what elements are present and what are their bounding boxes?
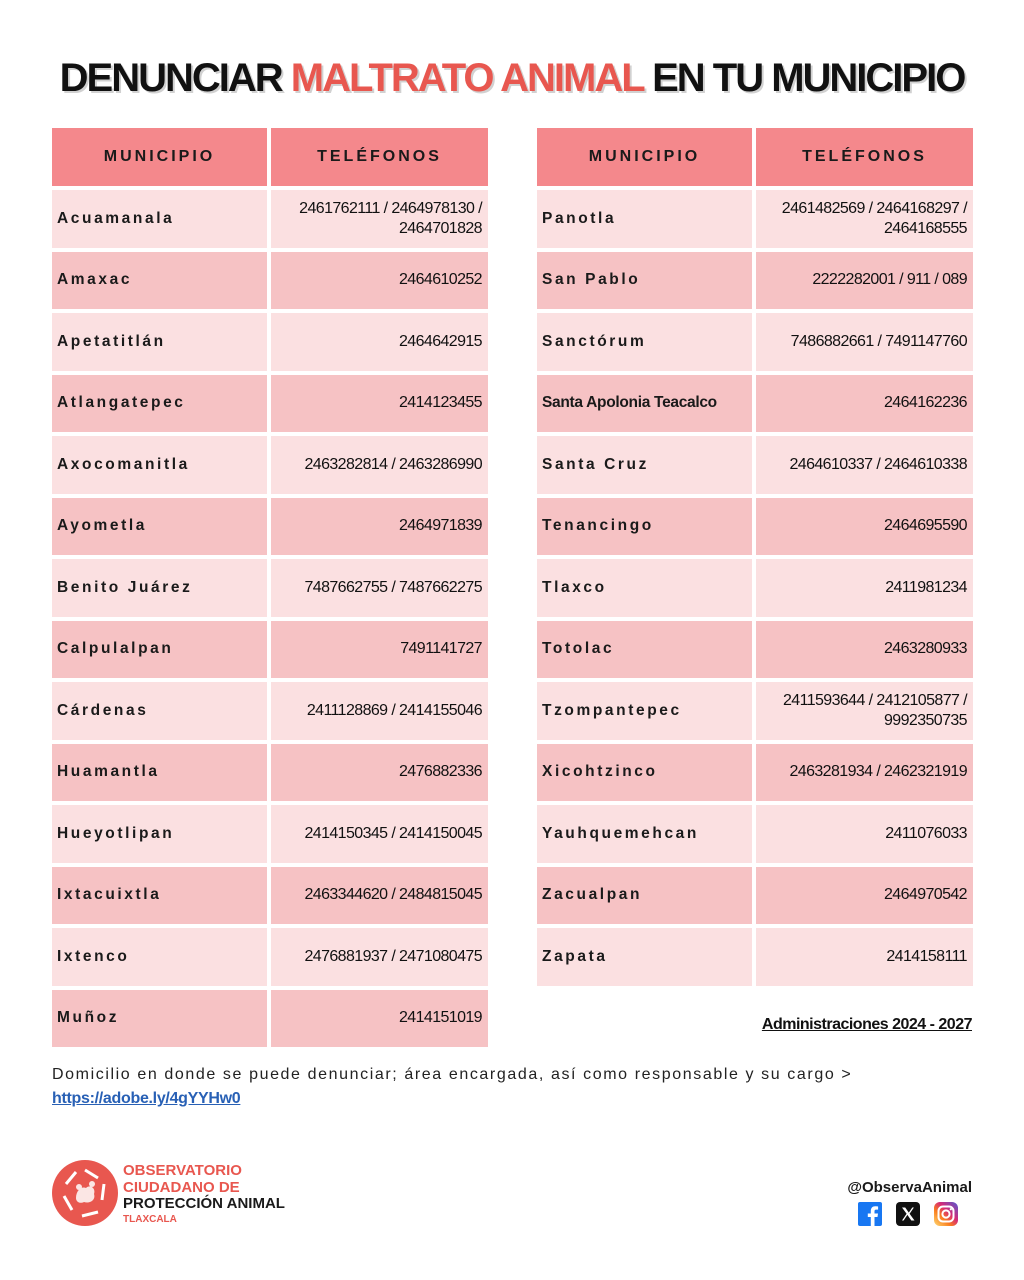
municipio-cell bbox=[537, 744, 752, 802]
telefonos-value: 2411128869 / 2414155046 bbox=[306, 701, 482, 719]
table-row bbox=[52, 682, 488, 740]
telefonos-value: 2411076033 bbox=[885, 824, 967, 842]
org-line-1: OBSERVATORIO bbox=[123, 1162, 242, 1179]
table-row bbox=[52, 190, 488, 248]
telefonos-value: 2464610337 / 2464610338 bbox=[789, 455, 967, 473]
telefonos-cell bbox=[756, 928, 973, 986]
org-line-2: CIUDADANO DE bbox=[123, 1178, 240, 1196]
title-accent: MALTRATO ANIMAL bbox=[290, 56, 643, 100]
municipio-cell bbox=[52, 559, 267, 617]
telefonos-value: 2463280933 bbox=[884, 640, 967, 658]
table-row bbox=[52, 252, 488, 310]
org-line-3: PROTECCIÓN ANIMAL bbox=[123, 1195, 285, 1212]
table-row bbox=[52, 375, 488, 433]
table-row bbox=[537, 559, 973, 617]
header-telefonos: TELÉFONOS bbox=[271, 128, 488, 186]
left-table bbox=[52, 128, 488, 1051]
municipio-name: Tlaxco bbox=[542, 578, 607, 596]
telefonos-cell bbox=[271, 621, 488, 679]
municipio-cell bbox=[537, 252, 752, 310]
telefonos-value: 2463282814 / 2463286990 bbox=[304, 455, 482, 473]
telefonos-cell bbox=[756, 559, 973, 617]
table-row bbox=[537, 436, 973, 494]
municipio-name: Huamantla bbox=[57, 763, 160, 781]
municipio-name: Hueyotlipan bbox=[57, 824, 175, 842]
municipio-name: Tzompantepec bbox=[542, 701, 682, 719]
municipio-cell bbox=[537, 928, 752, 986]
telefonos-cell bbox=[271, 559, 488, 617]
social-handle: @ObservaAnimal bbox=[847, 1179, 972, 1196]
table-row bbox=[52, 498, 488, 556]
telefonos-value: 2222282001 / 911 / 089 bbox=[812, 271, 967, 289]
telefonos-cell bbox=[271, 436, 488, 494]
telefonos-value: 2464695590 bbox=[884, 517, 967, 535]
table-header bbox=[52, 128, 488, 186]
table-row bbox=[52, 990, 488, 1048]
telefonos-value: 2461482569 / 2464168297 / 2464168555 bbox=[781, 199, 967, 237]
municipio-cell bbox=[537, 436, 752, 494]
telefonos-cell bbox=[271, 928, 488, 986]
title-part2: EN TU MUNICIPIO bbox=[642, 56, 965, 100]
telefonos-value: 2464162236 bbox=[884, 394, 967, 412]
telefonos-value: 2464970542 bbox=[884, 886, 967, 904]
table-row bbox=[537, 805, 973, 863]
facebook-icon[interactable] bbox=[858, 1202, 882, 1226]
table-row bbox=[537, 375, 973, 433]
org-line-4: TLAXCALA bbox=[123, 1213, 177, 1225]
municipio-cell bbox=[52, 252, 267, 310]
table-row bbox=[537, 252, 973, 310]
telefonos-value: 2464971839 bbox=[399, 517, 482, 535]
municipio-cell bbox=[52, 621, 267, 679]
municipio-name: Acuamanala bbox=[57, 209, 175, 227]
table-row bbox=[537, 313, 973, 371]
municipio-cell bbox=[537, 498, 752, 556]
municipio-name: Totolac bbox=[542, 640, 615, 658]
telefonos-value: 2464642915 bbox=[399, 332, 482, 350]
municipio-cell bbox=[52, 498, 267, 556]
municipio-cell bbox=[52, 190, 267, 248]
telefonos-value: 7486882661 / 7491147760 bbox=[790, 332, 967, 350]
telefonos-value: 2463344620 / 2484815045 bbox=[304, 886, 482, 904]
telefonos-cell bbox=[756, 498, 973, 556]
municipio-name: Yauhquemehcan bbox=[542, 824, 699, 842]
municipio-name: Sanctórum bbox=[542, 332, 647, 350]
telefonos-cell bbox=[271, 375, 488, 433]
table-row bbox=[52, 313, 488, 371]
x-icon[interactable] bbox=[896, 1202, 920, 1226]
municipio-cell bbox=[52, 375, 267, 433]
telefonos-value: 2464610252 bbox=[399, 271, 482, 289]
municipio-name: Xicohtzinco bbox=[542, 763, 658, 781]
municipio-name: Calpulalpan bbox=[57, 640, 174, 658]
municipio-name: Cárdenas bbox=[57, 701, 149, 719]
municipio-cell bbox=[52, 744, 267, 802]
telefonos-cell bbox=[756, 621, 973, 679]
municipio-name: Ixtenco bbox=[57, 947, 130, 965]
address-note: Domicilio en donde se puede denunciar; área encargada, así como responsable y su cargo > bbox=[52, 1066, 853, 1083]
municipio-cell bbox=[537, 313, 752, 371]
administraciones-label: Administraciones 2024 - 2027 bbox=[761, 1016, 972, 1033]
telefonos-cell bbox=[756, 375, 973, 433]
table-row bbox=[537, 867, 973, 925]
municipio-cell bbox=[52, 805, 267, 863]
municipio-cell bbox=[52, 928, 267, 986]
municipio-cell bbox=[537, 682, 752, 740]
table-row bbox=[537, 190, 973, 248]
table-row bbox=[537, 498, 973, 556]
table-row bbox=[52, 744, 488, 802]
telefonos-value: 2414150345 / 2414150045 bbox=[304, 824, 482, 842]
telefonos-cell bbox=[756, 682, 973, 740]
page-title bbox=[0, 52, 1024, 104]
telefonos-cell bbox=[271, 682, 488, 740]
telefonos-cell bbox=[271, 744, 488, 802]
municipio-name: Ixtacuixtla bbox=[57, 886, 162, 904]
telefonos-cell bbox=[756, 744, 973, 802]
table-row bbox=[537, 744, 973, 802]
header-municipio: MUNICIPIO bbox=[537, 128, 752, 186]
municipio-name: Zacualpan bbox=[542, 886, 643, 904]
instagram-icon[interactable] bbox=[934, 1202, 958, 1226]
telefonos-cell bbox=[271, 805, 488, 863]
telefonos-value: 2414123455 bbox=[399, 394, 482, 412]
municipio-name: Ayometla bbox=[57, 517, 147, 535]
table-row bbox=[52, 867, 488, 925]
observatorio-logo-icon bbox=[52, 1160, 118, 1226]
municipio-cell bbox=[537, 621, 752, 679]
municipio-cell bbox=[52, 436, 267, 494]
municipio-name: Atlangatepec bbox=[57, 394, 186, 412]
telefonos-cell bbox=[271, 252, 488, 310]
title-part1: DENUNCIAR bbox=[59, 56, 291, 100]
telefonos-value: 2463281934 / 2462321919 bbox=[789, 763, 967, 781]
telefonos-cell bbox=[271, 313, 488, 371]
table-row bbox=[537, 682, 973, 740]
municipio-name: Santa Apolonia Teacalco bbox=[542, 394, 717, 412]
municipio-name: Benito Juárez bbox=[57, 578, 193, 596]
telefonos-value: 2411593644 / 2412105877 / 9992350735 bbox=[782, 691, 967, 729]
telefonos-value: 2414151019 bbox=[399, 1009, 482, 1027]
telefonos-value: 2411981234 bbox=[885, 578, 967, 596]
table-row bbox=[52, 805, 488, 863]
municipio-name: Zapata bbox=[542, 947, 608, 965]
telefonos-cell bbox=[756, 805, 973, 863]
telefonos-value: 7487662755 / 7487662275 bbox=[304, 578, 482, 596]
municipio-cell bbox=[537, 190, 752, 248]
right-table bbox=[537, 128, 973, 990]
municipio-cell bbox=[537, 805, 752, 863]
telefonos-value: 2461762111 / 2464978130 / 2464701828 bbox=[299, 199, 482, 237]
municipio-cell bbox=[537, 867, 752, 925]
table-row bbox=[52, 621, 488, 679]
municipio-cell bbox=[52, 682, 267, 740]
telefonos-value: 2476881937 / 2471080475 bbox=[304, 947, 482, 965]
municipio-cell bbox=[52, 313, 267, 371]
table-row bbox=[537, 621, 973, 679]
telefonos-cell bbox=[756, 313, 973, 371]
telefonos-value: 2414158111 bbox=[886, 947, 967, 965]
telefonos-cell bbox=[756, 867, 973, 925]
telefonos-cell bbox=[271, 190, 488, 248]
telefonos-cell bbox=[271, 867, 488, 925]
municipio-name: Tenancingo bbox=[542, 517, 654, 535]
header-municipio: MUNICIPIO bbox=[52, 128, 267, 186]
table-row bbox=[537, 928, 973, 986]
telefonos-cell bbox=[756, 190, 973, 248]
header-telefonos: TELÉFONOS bbox=[756, 128, 973, 186]
table-row bbox=[52, 559, 488, 617]
municipio-name: San Pablo bbox=[542, 271, 641, 289]
municipio-cell bbox=[537, 375, 752, 433]
address-link[interactable]: https://adobe.ly/4gYYHw0 bbox=[52, 1090, 241, 1107]
telefonos-cell bbox=[271, 498, 488, 556]
telefonos-cell bbox=[756, 436, 973, 494]
telefonos-value: 2476882336 bbox=[399, 763, 482, 781]
municipio-name: Santa Cruz bbox=[542, 455, 649, 473]
telefonos-cell bbox=[271, 990, 488, 1048]
municipio-name: Panotla bbox=[542, 209, 617, 227]
table-row bbox=[52, 928, 488, 986]
municipio-cell bbox=[52, 867, 267, 925]
municipio-name: Muñoz bbox=[57, 1009, 120, 1027]
municipio-name: Axocomanitla bbox=[57, 455, 190, 473]
municipio-cell bbox=[537, 559, 752, 617]
telefonos-cell bbox=[756, 252, 973, 310]
municipio-cell bbox=[52, 990, 267, 1048]
municipio-name: Apetatitlán bbox=[57, 332, 166, 350]
table-header bbox=[537, 128, 973, 186]
municipio-name: Amaxac bbox=[57, 271, 133, 289]
org-name bbox=[123, 1163, 285, 1227]
table-row bbox=[52, 436, 488, 494]
telefonos-value: 7491141727 bbox=[400, 640, 482, 658]
